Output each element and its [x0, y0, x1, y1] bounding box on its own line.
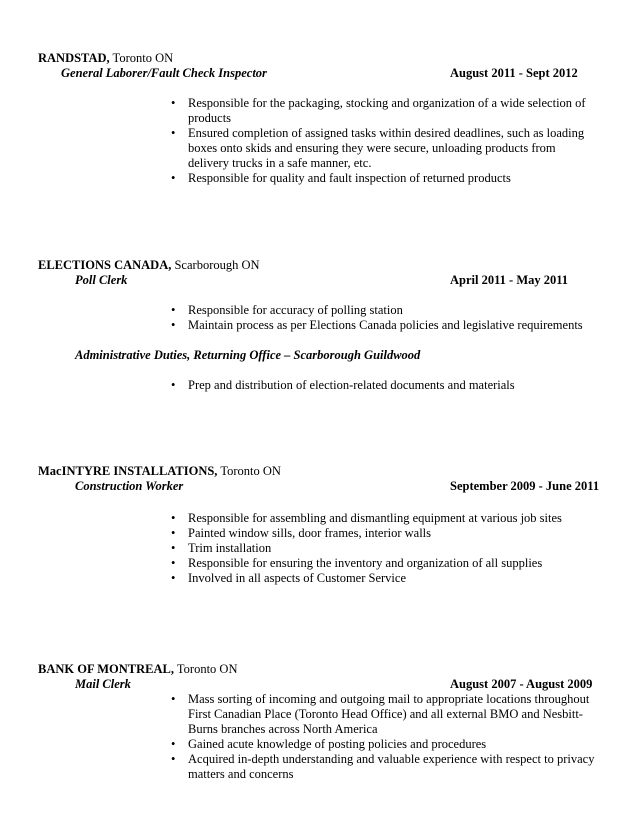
- role-line: [38, 273, 618, 288]
- list-item: • Involved in all aspects of Customer Service: [171, 571, 596, 586]
- job-dates: August 2011 - Sept 2012: [450, 66, 578, 80]
- employer-name: MacINTYRE INSTALLATIONS,: [38, 464, 218, 478]
- employer-location: Scarborough ON: [171, 258, 260, 272]
- job-dates: April 2011 - May 2011: [450, 273, 569, 287]
- employer-location: Toronto ON: [109, 51, 174, 65]
- job-dates: August 2007 - August 2009: [450, 677, 593, 691]
- employer-location: Toronto ON: [217, 464, 281, 478]
- list-item: • Gained acute knowledge of posting policies and procedures: [171, 737, 596, 752]
- duties-list: [171, 511, 596, 586]
- duties-list: [171, 303, 596, 333]
- list-item: • Responsible for assembling and dismantling equipment at various job sites: [171, 511, 596, 526]
- duties-list: [171, 96, 596, 186]
- job-entry-bank-of-montreal: [38, 662, 618, 781]
- employer-name: RANDSTAD,: [38, 51, 110, 65]
- job-entry-randstad: [38, 51, 618, 185]
- role-line: [38, 677, 618, 692]
- role-line: [38, 479, 618, 494]
- list-item: • Painted window sills, door frames, interior walls: [171, 526, 596, 541]
- sub-role-title: Administrative Duties, Returning Office – Scarborough Guildwood: [75, 348, 421, 362]
- list-item: • Mass sorting of incoming and outgoing mail to appropriate locations throughout First Canadian Place (Toronto Head Office) and all external BMO and Nesbitt-Burns branches across North America: [171, 692, 596, 737]
- list-item: • Responsible for quality and fault inspection of returned products: [171, 171, 596, 186]
- employer-name: BANK OF MONTREAL,: [38, 662, 174, 676]
- employer-line: [38, 464, 618, 479]
- job-title: Construction Worker: [75, 479, 184, 493]
- role-line: [38, 66, 618, 81]
- list-item: • Responsible for the packaging, stocking and organization of a wide selection of products: [171, 96, 596, 126]
- employer-line: [38, 258, 618, 273]
- list-item: • Responsible for ensuring the inventory and organization of all supplies: [171, 556, 596, 571]
- list-item: • Maintain process as per Elections Canada policies and legislative requirements: [171, 318, 596, 333]
- list-item: • Trim installation: [171, 541, 596, 556]
- job-entry-elections-canada: [38, 258, 618, 392]
- list-item: • Responsible for accuracy of polling station: [171, 303, 596, 318]
- list-item: • Prep and distribution of election-related documents and materials: [171, 378, 596, 393]
- sub-duties-list: [171, 378, 596, 393]
- employer-line: [38, 662, 618, 677]
- job-dates: September 2009 - June 2011: [450, 479, 600, 493]
- list-item: • Acquired in-depth understanding and valuable experience with respect to privacy matters and concerns: [171, 752, 596, 782]
- job-title: Poll Clerk: [75, 273, 128, 287]
- job-entry-macintyre: [38, 464, 618, 585]
- list-item: • Ensured completion of assigned tasks within desired deadlines, such as loading boxes onto skids and ensuring they were secure, unloading products from delivery trucks in a safe manner, etc.: [171, 126, 596, 171]
- employer-line: [38, 51, 618, 66]
- job-title: General Laborer/Fault Check Inspector: [61, 66, 267, 80]
- employer-name: ELECTIONS CANADA,: [38, 258, 172, 272]
- employer-location: Toronto ON: [174, 662, 238, 676]
- duties-list: [171, 692, 596, 782]
- job-title: Mail Clerk: [75, 677, 131, 691]
